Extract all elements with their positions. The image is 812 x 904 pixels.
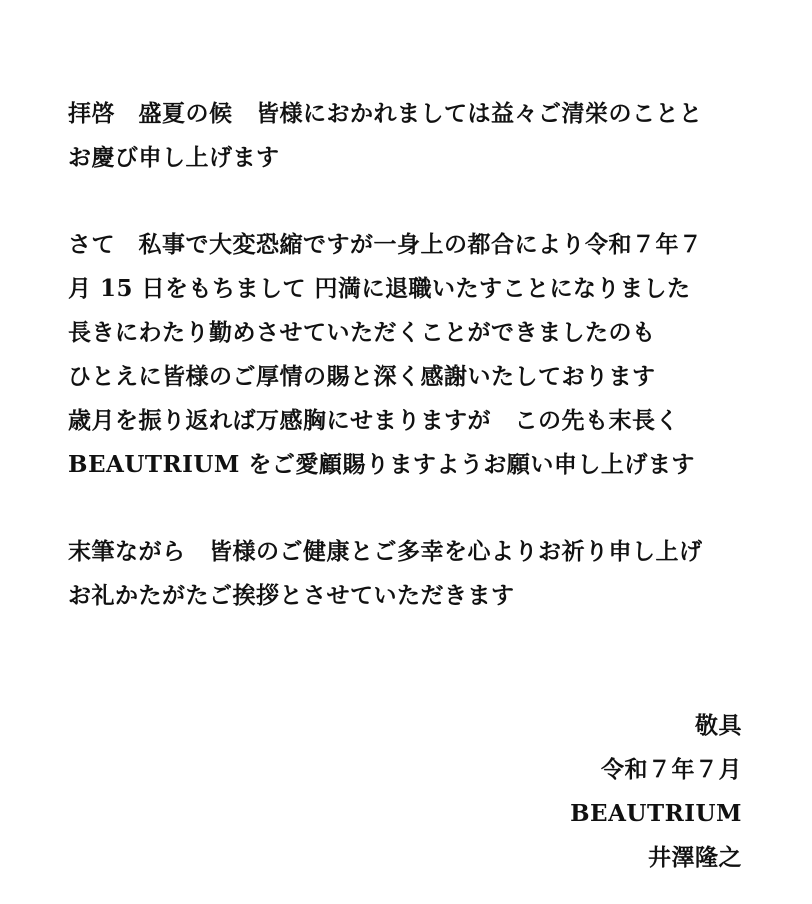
signature-name: 井澤隆之 — [648, 844, 742, 871]
text-line: さて 私事で大変恐縮ですが一身上の都合により令和７年７ — [68, 231, 703, 258]
greeting-paragraph — [68, 92, 744, 180]
closing-paragraph — [68, 530, 744, 618]
text-line: 長きにわたり勤めさせていただくことができましたのも — [68, 319, 656, 346]
signature-block — [570, 704, 742, 880]
signature-company: BEAUTRIUM — [570, 800, 742, 827]
closing-word: 敬具 — [695, 712, 742, 739]
text-line: ひとえに皆様のご厚情の賜と深く感謝いたしております — [68, 363, 656, 390]
text-line: 末筆ながら 皆様のご健康とご多幸を心よりお祈り申し上げ — [68, 538, 703, 565]
text-line: お礼かたがたご挨拶とさせていただきます — [68, 582, 515, 609]
text-line: 歳月を振り返れば万感胸にせまりますが この先も末長く — [68, 407, 679, 434]
text-line: BEAUTRIUM をご愛顧賜りますようお願い申し上げます — [68, 451, 695, 478]
text-line: お慶び申し上げます — [68, 144, 280, 171]
main-paragraph — [68, 223, 744, 487]
text-line: 月 15 日をもちまして 円満に退職いたすことになりました — [68, 275, 691, 302]
letter-body — [68, 92, 744, 618]
text-line: 拝啓 盛夏の候 皆様におかれましては益々ご清栄のことと — [68, 100, 703, 127]
signature-date: 令和７年７月 — [601, 756, 742, 783]
